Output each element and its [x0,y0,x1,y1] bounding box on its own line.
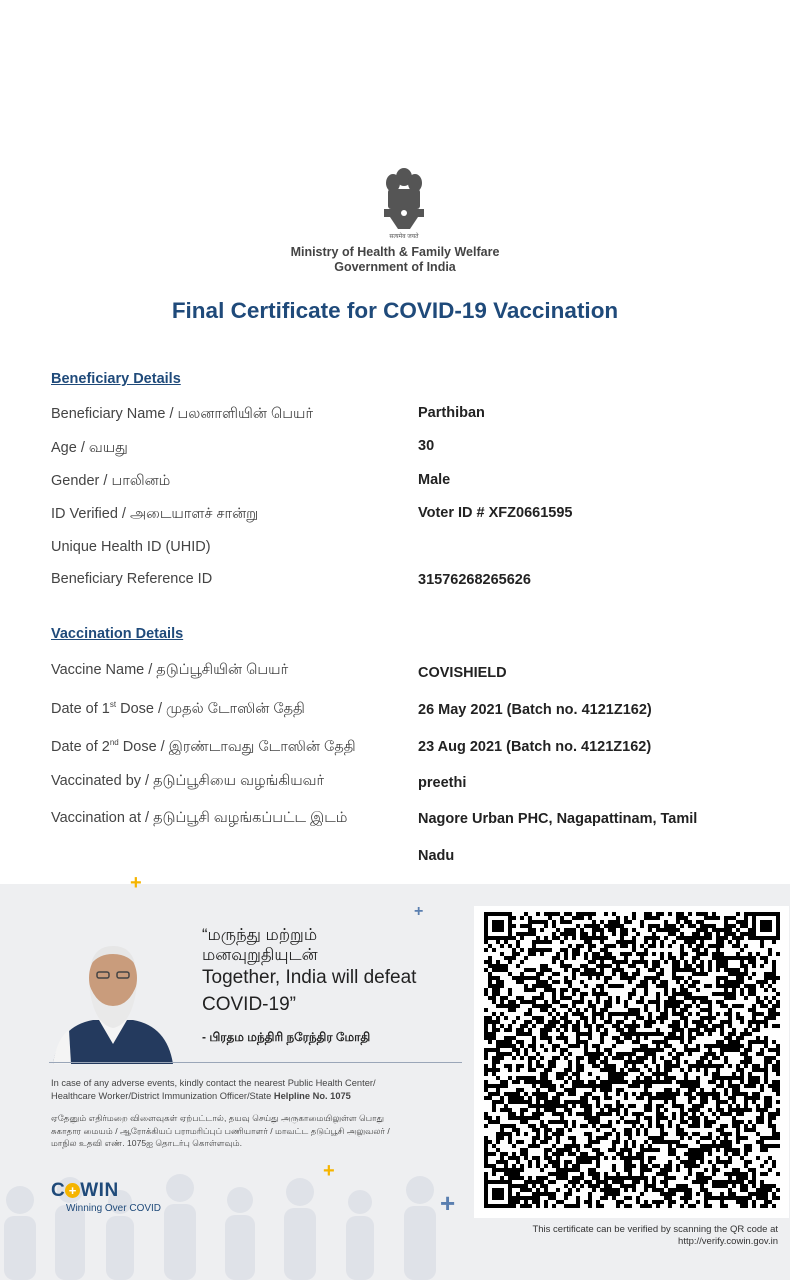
cowin-tagline: Winning Over COVID [66,1203,162,1214]
verify-text: This certificate can be verified by scanning the QR code at [532,1224,778,1235]
ministry-name: Ministry of Health & Family Welfare [290,245,500,259]
quote-tamil-line1: “மருந்து மற்றும் [202,926,318,944]
id-verified-value: Voter ID # XFZ0661595 [418,505,573,521]
plus-decoration-icon: + [440,1188,456,1218]
id-verified-label: ID Verified / அடையாளச் சான்று [51,506,259,522]
prime-minister-portrait [49,934,177,1064]
vaccinated-by-value: preethi [418,775,467,791]
dose2-label: Date of 2nd Dose / இரண்டாவது டோஸின் தேதி [51,738,356,755]
helpline-number: Helpline No. 1075 [273,1090,351,1101]
age-value: 30 [418,438,435,454]
dose1-value: 26 May 2021 (Batch no. 4121Z162) [418,702,652,718]
quote-english-line1: Together, India will defeat [202,967,417,988]
gender-value: Male [418,472,451,488]
vaccine-name-label: Vaccine Name / தடுப்பூசியின் பெயர் [51,662,289,678]
national-emblem-icon [378,163,430,243]
beneficiary-name-value: Parthiban [418,405,485,421]
quote-attribution: - பிரதம மந்திரி நரேந்திர மோதி [202,1030,371,1044]
verify-url[interactable]: http://verify.cowin.gov.in [678,1236,778,1247]
qr-modules [484,912,780,1208]
vaccine-name-value: COVISHIELD [418,665,507,681]
gender-label: Gender / பாலினம் [51,473,171,489]
footer-divider [49,1062,462,1063]
advisory-english: In case of any adverse events, kindly contact the nearest Public Health Center/ Healthcare Worker/District Immunization Officer/State Helpline No. 1075 [51,1078,376,1101]
qr-finder [752,912,780,940]
qr-finder [484,1180,512,1208]
plus-decoration-icon: + [323,1160,335,1182]
quote-english-line2: COVID-19” [202,994,296,1015]
qr-code[interactable] [484,912,780,1208]
vaccinated-by-label: Vaccinated by / தடுப்பூசியை வழங்கியவர் [51,773,325,789]
quote-tamil-line2: மனவுறுதியுடன் [202,946,318,964]
advisory-tamil: ஏதேனும் எதிர்மறை விளைவுகள் ஏற்பட்டால், தயவு செய்து அருகாமையிலுள்ள பொது சுகாதார மையம் / ஆரோக்கியப் பராமரிப்புப் பணியாளர் / மாவட்ட தடுப்பூசி அலுவலர் / மாநில உதவி எண். 1075ஐ தொடர்பு கொள்ளவும். [51,1113,390,1148]
beneficiary-name-label: Beneficiary Name / பலனாளியின் பெயர் [51,406,314,422]
certificate-title: Final Certificate for COVID-19 Vaccination [171,298,619,323]
government-name: Government of India [334,260,456,274]
cowin-plus-icon: + [65,1183,80,1198]
vaccination-at-label: Vaccination at / தடுப்பூசி வழங்கப்பட்ட இடம் [51,810,348,826]
reference-id-value: 31576268265626 [418,572,531,588]
vaccination-at-value-line2: Nadu [418,848,455,864]
beneficiary-heading: Beneficiary Details [51,371,181,387]
cowin-logo: C + WIN [51,1180,119,1201]
plus-decoration-icon: + [414,903,424,920]
emblem-motto: सत्यमेव जयते [389,234,419,240]
reference-id-label: Beneficiary Reference ID [51,571,213,587]
qr-finder [484,912,512,940]
vaccination-heading: Vaccination Details [51,626,184,642]
dose2-value: 23 Aug 2021 (Batch no. 4121Z162) [418,739,652,755]
age-label: Age / வயது [51,440,128,456]
dose1-label: Date of 1st Dose / முதல் டோஸின் தேதி [51,700,305,717]
plus-decoration-icon: + [130,872,142,894]
vaccination-at-value-line1: Nagore Urban PHC, Nagapattinam, Tamil [418,811,698,827]
uhid-label: Unique Health ID (UHID) [51,539,211,555]
